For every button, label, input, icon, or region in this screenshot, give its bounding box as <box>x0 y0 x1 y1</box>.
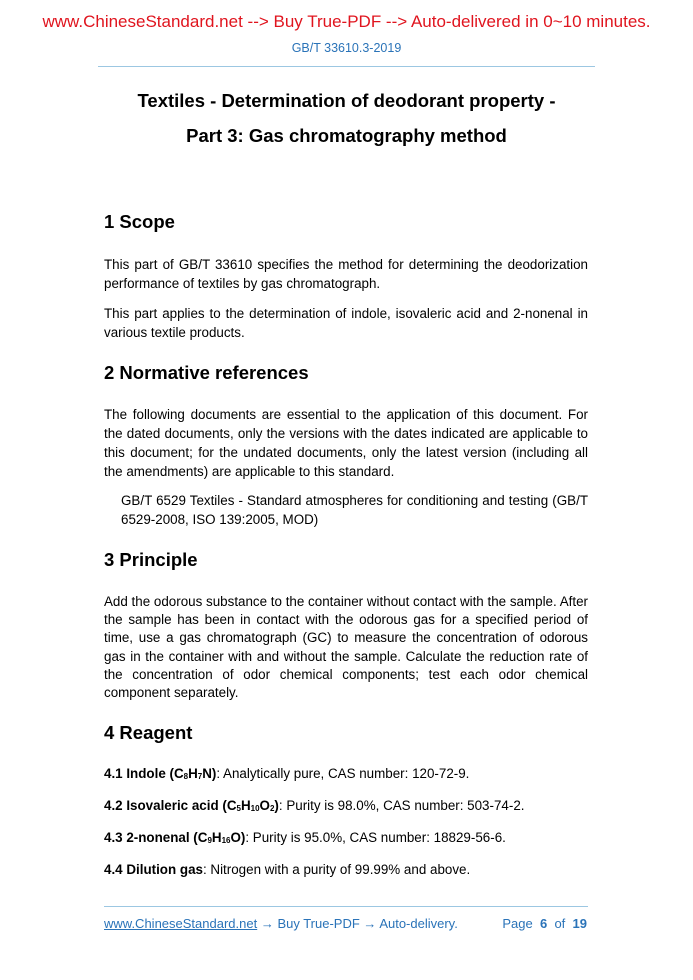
promo-banner: www.ChineseStandard.net --> Buy True-PDF --> Auto-delivered in 0~10 minutes. <box>42 12 651 31</box>
reagent-item-indole: 4.1 Indole $(C_8H_7N)$: Analytically pure, CAS number: 120-72-9. <box>104 766 470 781</box>
normative-paragraph: The following documents are essential to the application of this document. For the dated documents, only the versions with the dates indicated are applicable to this document; for the undated documents, only the latest version (including all the amendments) are applicable to this standard. <box>104 407 588 479</box>
reagent-item-dilution-gas: 4.4 Dilution gas: Nitrogen with a purity of 99.99% and above. <box>104 862 471 877</box>
document-title-line2: Part 3: Gas chromatography method <box>186 125 507 146</box>
standard-number: GB/T 33610.3-2019 <box>291 41 402 55</box>
page-indicator: Page 6 of 19 <box>502 916 587 931</box>
footer-divider <box>104 906 588 907</box>
chinesestandard-link[interactable]: www.ChineseStandard.net <box>104 916 258 931</box>
section-heading-scope: 1 Scope <box>104 211 175 232</box>
scope-paragraph-2: This part applies to the determination of indole, isovaleric acid and 2-nonenal in various textile products. <box>104 306 588 340</box>
header-divider <box>98 66 595 67</box>
document-title-line1: Textiles - Determination of deodorant property - <box>137 90 556 111</box>
scope-paragraph-1: This part of GB/T 33610 specifies the method for determining the deodorization performance of textiles by gas chromatograph. <box>104 257 588 291</box>
reagent-item-isovaleric-acid: 4.2 Isovaleric acid $(C_5H_{10}O_2)$: Purity is 98.0%, CAS number: 503-74-2. <box>104 798 525 813</box>
section-heading-reagent: 4 Reagent <box>104 722 193 743</box>
principle-paragraph: Add the odorous substance to the container without contact with the sample. After the sample has been in contact with the odorous gas for a specified period of time, use a gas chromatograph (GC) to measure the concentration of odorous gas in the container with and without the sample. Calculate the reduction rate of the concentration of odor chemical components; test each odor chemical component separately. <box>104 594 588 701</box>
reagent-item-2-nonenal: 4.3 2-nonenal $(C_9H_{16}O)$: Purity is 95.0%, CAS number: 18829-56-6. <box>104 830 506 845</box>
section-heading-principle: 3 Principle <box>104 549 198 570</box>
footer-promo: www.ChineseStandard.net → Buy True-PDF → Auto-delivery. <box>104 916 458 931</box>
normative-reference-item: GB/T 6529 Textiles - Standard atmospheres for conditioning and testing (GB/T 6529-2008, ISO 139:2005, MOD) <box>121 493 588 527</box>
section-heading-normative: 2 Normative references <box>104 362 309 383</box>
